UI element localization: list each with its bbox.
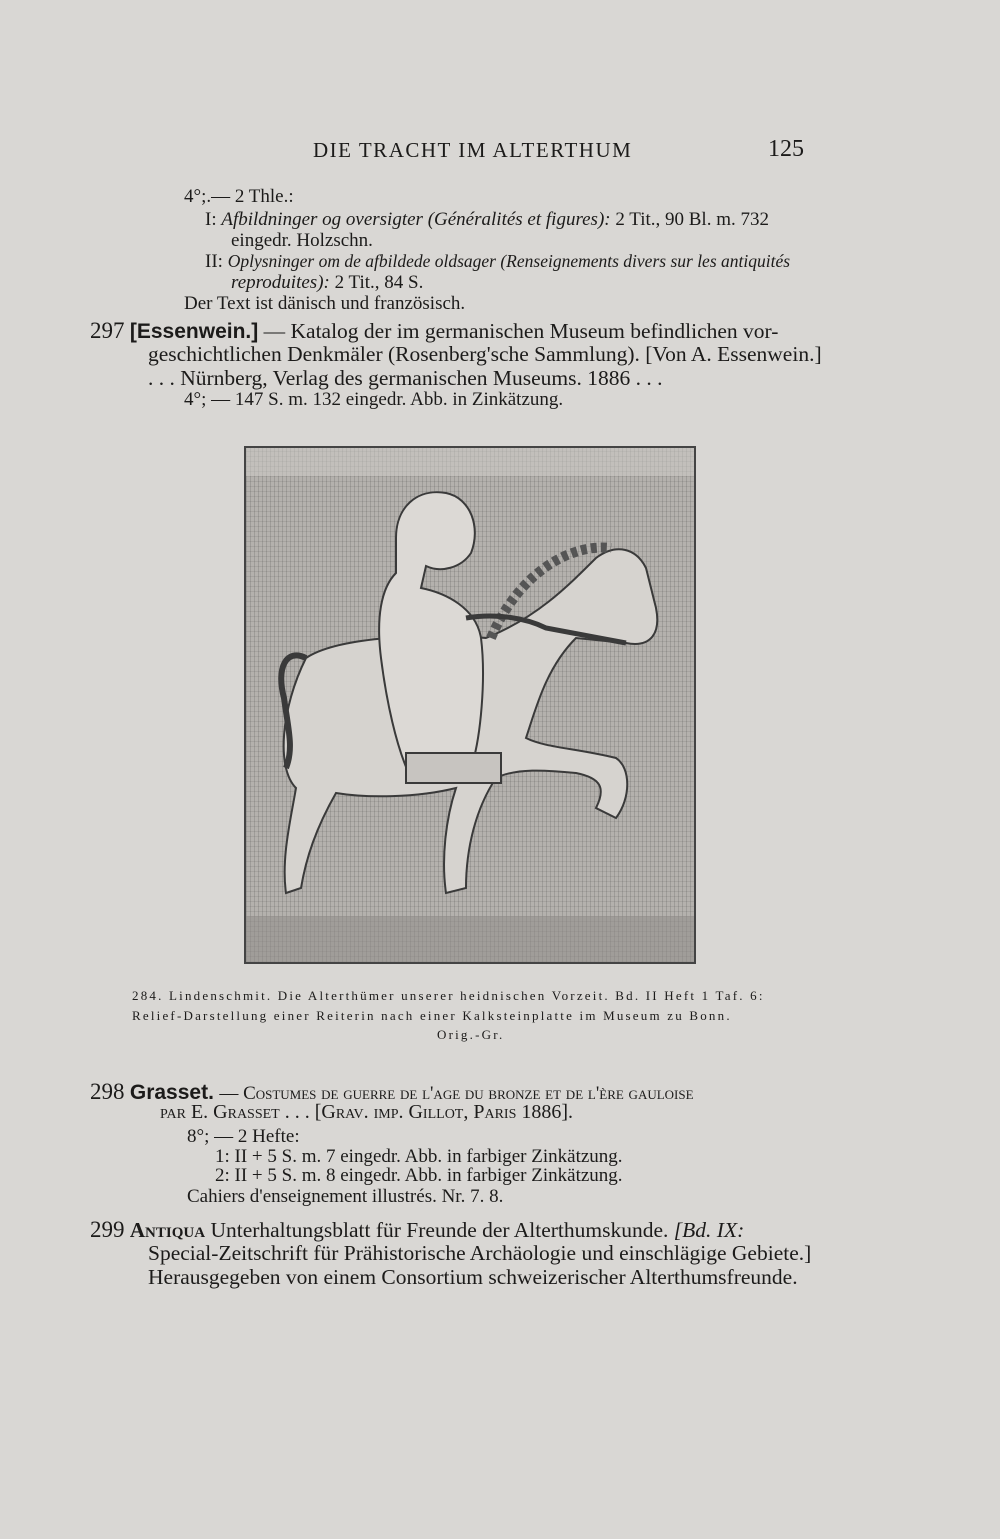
entry-297-line3: . . . Nürnberg, Verlag des germanischen Museums. 1886 . . . bbox=[148, 366, 663, 390]
part1-title: Afbildninger og oversigter (Généralités et figures): bbox=[221, 209, 611, 230]
prev-entry-part2 bbox=[205, 251, 790, 273]
entry-298-format: 8°; — 2 Hefte: bbox=[187, 1126, 300, 1147]
entry-number: 298 bbox=[90, 1079, 125, 1104]
entry-298-line2: par E. Grasset . . . [Grav. imp. Gillot, Paris 1886]. bbox=[160, 1101, 574, 1123]
prev-entry-part2-cont bbox=[231, 272, 423, 294]
entry-299-line3: Herausgegeben von einem Consortium schweizerischer Alterthumsfreunde. bbox=[148, 1265, 798, 1289]
entry-author: Grasset. bbox=[129, 1081, 214, 1104]
entry-title: Antiqua bbox=[129, 1218, 206, 1242]
prev-entry-part1 bbox=[205, 209, 769, 231]
entry-title-line1: — Costumes de guerre de l'age du bronze et de l'ère gauloise bbox=[219, 1083, 694, 1104]
entry-title-line1: — Katalog der im germanischen Museum befindlichen vor- bbox=[263, 319, 779, 343]
running-header: DIE TRACHT IM ALTERTHUM bbox=[313, 138, 633, 162]
part2-title: Oplysninger om de afbildede oldsager (Renseignements divers sur les antiquités bbox=[227, 251, 791, 271]
entry-298-part1: 1: II + 5 S. m. 7 eingedr. Abb. in farbiger Zinkätzung. bbox=[215, 1146, 623, 1167]
entry-297-format: 4°; — 147 S. m. 132 eingedr. Abb. in Zinkätzung. bbox=[184, 389, 564, 410]
entry-298-part2: 2: II + 5 S. m. 8 eingedr. Abb. in farbiger Zinkätzung. bbox=[215, 1165, 623, 1186]
part2-title-cont: reproduites): bbox=[231, 272, 330, 293]
prev-entry-format: 4°;.— 2 Thle.: bbox=[184, 186, 294, 207]
entry-297-line2: geschichtlichen Denkmäler (Rosenberg'sche Sammlung). [Von A. Essenwein.] bbox=[148, 342, 822, 366]
page-number: 125 bbox=[768, 136, 804, 162]
part2-rest: 2 Tit., 84 S. bbox=[334, 272, 424, 293]
part1-label: I: bbox=[205, 209, 217, 230]
entry-author: [Essenwein.] bbox=[129, 320, 259, 343]
figure-caption-line1: 284. Lindenschmit. Die Alterthümer unserer heidnischen Vorzeit. Bd. II Heft 1 Taf. 6: bbox=[132, 988, 765, 1003]
part2-label: II: bbox=[205, 251, 223, 272]
entry-297-line1 bbox=[90, 318, 778, 344]
figure-caption-line3: Orig.-Gr. bbox=[437, 1027, 505, 1042]
part1-rest: 2 Tit., 90 Bl. m. 732 bbox=[615, 209, 769, 230]
prev-entry-part1-cont: eingedr. Holzschn. bbox=[231, 230, 373, 251]
relief-illustration bbox=[244, 446, 696, 964]
entry-bracket: [Bd. IX: bbox=[673, 1218, 745, 1242]
entry-298-note: Cahiers d'enseignement illustrés. Nr. 7. 8. bbox=[187, 1186, 504, 1207]
figure-caption-line2: Relief-Darstellung einer Reiterin nach einer Kalksteinplatte im Museum zu Bonn. bbox=[132, 1008, 732, 1023]
rider-relief-image bbox=[246, 448, 694, 962]
entry-299-line1 bbox=[90, 1217, 744, 1243]
prev-entry-note: Der Text ist dänisch und französisch. bbox=[184, 293, 466, 314]
entry-number: 297 bbox=[90, 318, 125, 343]
entry-299-line2: Special-Zeitschrift für Prähistorische Archäologie und einschlägige Gebiete.] bbox=[148, 1241, 812, 1265]
entry-title-line1: Unterhaltungsblatt für Freunde der Alterthumskunde. bbox=[210, 1218, 669, 1242]
entry-number: 299 bbox=[90, 1217, 125, 1242]
